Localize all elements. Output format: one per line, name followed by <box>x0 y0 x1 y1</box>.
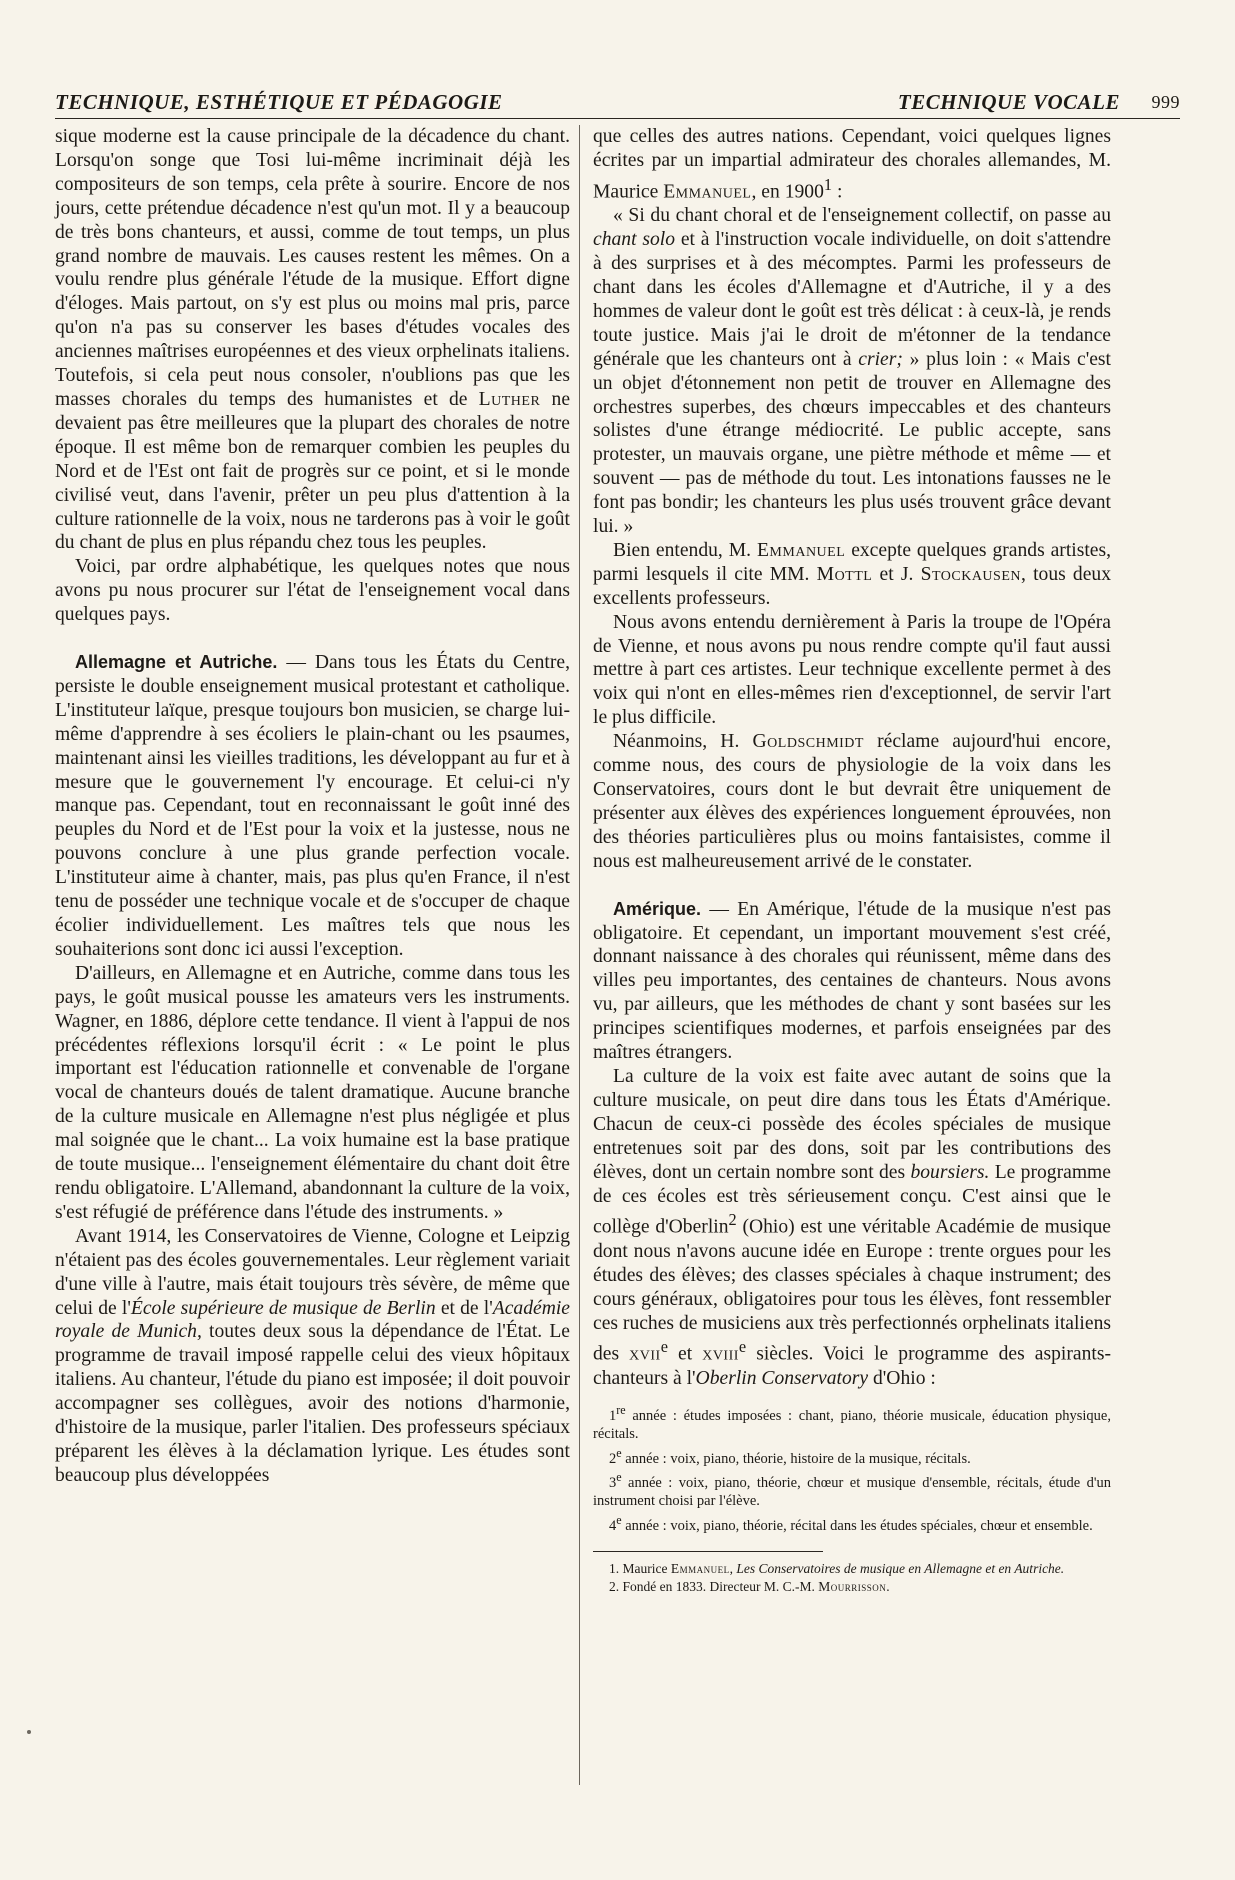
footnote: 2. Fondé en 1833. Directeur M. C.-M. Mourrisson. <box>609 1579 891 1595</box>
right-column <box>593 125 1111 1596</box>
section-allemagne: Allemagne et Autriche. — Dans tous les États du Centre, persiste le double enseignement musical protestant et catholique. L'instituteur laïque, presque toujours bon musicien, se charge lui-même d'apprendre à ses écoliers le plain-chant ou les psaumes, maintenant ainsi les vieilles traditions, les développant au fur et à mesure que le gouvernement l'y encourage. Et celui-ci n'y manque pas. Cependant, tout en reconnaissant le goût inné des peuples du Nord et de l'Est pour la voix et la justesse, nous ne pouvons conclure à une plus grande perfection vocale. L'instituteur aime à chanter, mais, pas plus qu'en France, il n'est tenu de posséder une technique vocale et de s'occuper de chaque écolier individuellement. Les maîtres tels que nous les souhaiterions sont donc ici aussi l'exception. <box>55 652 570 960</box>
paragraph: Voici, par ordre alphabétique, les quelques notes que nous avons pu nous procurer sur l'état de l'enseignement vocal dans quelques pays. <box>55 556 570 626</box>
column-divider <box>579 125 580 1785</box>
paragraph: La culture de la voix est faite avec autant de soins que la culture musicale, on peut dire dans tous les États d'Amérique. Chacun de ceux-ci possède des écoles spéciales de musique entretenues soit par des dons, soit par les contributions des élèves, dont un certain nombre sont des boursiers. Le programme de ces écoles est très sérieusement conçu. C'est ainsi que le collège d'Oberlin$^2$ (Ohio) est une véritable Académie de musique dont nous n'avons aucune idée en Europe : trente orgues pour les études des élèves; des classes spéciales à chaque instrument; des cours généraux, obligatoires pour tous les élèves, font ressembler ces ruches de musiciens aux très perfectionnés orphelinats italiens des xvii$^e$ et xviii$^e$ siècles. Voici le programme des aspirants-chanteurs à l'Oberlin Conservatory d'Ohio : <box>593 1065 1111 1389</box>
margin-dot <box>27 1730 31 1734</box>
footnotes <box>593 1560 1111 1596</box>
header-right-title: TECHNIQUE VOCALE <box>897 90 1120 114</box>
paragraph: Nous avons entendu dernièrement à Paris la troupe de l'Opéra de Vienne, et nous avons pu nous rendre compte qu'il faut aussi mettre à part ces artistes. Leur technique excellente permet à des voix qui n'ont en elles-mêmes rien d'exceptionnel, de servir l'art le plus difficile. <box>593 611 1111 729</box>
program-list <box>593 1401 1111 1535</box>
footnote-ref: 2 <box>728 1210 737 1230</box>
page-number: 999 <box>1151 92 1180 112</box>
footnote: 1. Maurice Emmanuel, Les Conservatoires de musique en Allemagne et en Autriche. <box>609 1561 1065 1577</box>
quotation: « Si du chant choral et de l'enseignement collectif, on passe au chant solo et à l'instruction vocale individuelle, on doit s'attendre à des surprises et à des mécomptes. Parmi les professeurs de chant dans les écoles d'Allemagne et d'Autriche, il y a des hommes de valeur dont le goût est très délicat : à ceux-là, je rends toute justice. Mais j'ai le droit de m'étonner de la tendance générale que les chanteurs ont à crier; » plus loin : « Mais c'est un objet d'étonnement non petit de trouver en Allemagne des orchestres superbes, des chœurs impeccables et des chanteurs solistes d'une étrange médiocrité. Le public accepte, sans protester, un mauvais organe, une piètre méthode et même — et souvent — pas de méthode du tout. Les intonations fausses ne le font pas bondir; les chanteurs les plus usés trouvent grâce devant lui. » <box>593 205 1112 538</box>
running-header <box>55 88 1180 119</box>
paragraph: sique moderne est la cause principale de la décadence du chant. Lorsqu'on songe que Tosi lui-même incriminait déjà les compositeurs de son temps, cela prête à sourire. Encore de nos jours, cette prétendue décadence n'est qu'un mot. Il y a beaucoup de très bons chanteurs, et aussi, comme de tout temps, un plus grand nombre de mauvais. Les causes restent les mêmes. On a voulu rendre plus générale l'étude de la musique. Effort digne d'éloges. Mais partout, on s'y est plus ou moins mal pris, parce qu'on n'a pas su conserver les bases d'études vocales des anciennes maîtrises européennes et des vieux orphelinats italiens. Toutefois, si cela peut nous consoler, n'oublions pas que les masses chorales du temps des humanistes et de Luther ne devaient pas être meilleures que la plupart des chorales de notre époque. Il est même bon de remarquer combien les peuples du Nord et de l'Est ont fait de progrès sur ce point, et si le monde civilisé veut, dans l'avenir, prêter un peu plus d'attention à la culture rationnelle de la voix, nous ne tarderons pas à voir le goût du chant de plus en plus répandu chez tous les peuples. <box>55 126 571 554</box>
program-item: 3e année : voix, piano, théorie, chœur et musique d'ensemble, récitals, étude d'un instrument choisi par l'élève. <box>593 1469 1111 1510</box>
section-title: Amérique. <box>613 898 702 919</box>
paragraph: D'ailleurs, en Allemagne et en Autriche, comme dans tous les pays, le goût musical pousse les amateurs vers les instruments. Wagner, en 1886, déplore cette tendance. Il vient à l'appui de nos précédentes réflexions lorsqu'il écrit : « Le point le plus important est l'éducation rationnelle et convenable de l'organe vocal de chanteurs doués de talent dramatique. Aucune branche de la culture musicale en Allemagne n'est plus négligée et plus mal soignée que le chant... La voix humaine est la base pratique de toute musique... l'enseignement élémentaire du chant doit être rendu obligatoire. L'Allemand, abandonnant la culture de la voix, s'est réfugié de préférence dans l'étude des instruments. » <box>55 962 570 1223</box>
program-item: 2e année : voix, piano, théorie, histoire de la musique, récitals. <box>609 1445 971 1467</box>
footnote-ref: 1 <box>823 174 833 194</box>
paragraph: Avant 1914, les Conservatoires de Vienne, Cologne et Leipzig n'étaient pas des écoles gouvernementales. Leur règlement variait d'une ville à l'autre, mais était toujours très sévère, de même que celui de l'École supérieure de musique de Berlin et de l'Académie royale de Munich, toutes deux sous la dépendance de l'État. Le programme de travail imposé rappelle celui des vieux hôpitaux italiens. Au chanteur, l'étude du piano est imposée; il doit pouvoir accompagner ses collègues, avoir des notions d'harmonie, d'histoire de la musique, parler l'italien. Des professeurs spéciaux préparent les élèves à la déclamation lyrique. Les études sont beaucoup plus développées <box>55 1225 570 1486</box>
paragraph: que celles des autres nations. Cependant, voici quelques lignes écrites par un impartial admirateur des chorales allemandes, M. Maurice Emmanuel, en 1900$^1$ : <box>593 126 1111 203</box>
header-left-title: TECHNIQUE, ESTHÉTIQUE ET PÉDAGOGIE <box>55 90 503 114</box>
section-amerique: Amérique. — En Amérique, l'étude de la musique n'est pas obligatoire. Et cependant, un important mouvement s'est créé, donnant naissance à des chorales qui réunissent, même dans des villes peu importantes, des centaines de chanteurs. Nous avons vu, par ailleurs, que les méthodes de chant y sont basées sur les principes scientifiques modernes, et parfois enseignées par des maîtres étrangers. <box>593 898 1111 1064</box>
footnote-rule <box>593 1551 823 1552</box>
paragraph: Néanmoins, H. Goldschmidt réclame aujourd'hui encore, comme nous, des cours de physiologie de la voix dans les Conservatoires, cours dont le but devrait être uniquement de présenter aux élèves des expériences longuement éprouvées, non des théories particulières plus ou moins fantaisistes, comme il nous est malheureusement arrivé de le constater. <box>593 731 1111 872</box>
program-item: 4e année : voix, piano, théorie, récital dans les études spéciales, chœur et ensemble. <box>609 1512 1093 1534</box>
section-title: Allemagne et Autriche. <box>75 652 278 673</box>
program-item: 1re année : études imposées : chant, piano, théorie musicale, éducation physique, récitals. <box>593 1402 1111 1443</box>
left-column <box>55 125 570 1488</box>
paragraph: Bien entendu, M. Emmanuel excepte quelques grands artistes, parmi lesquels il cite MM. Mottl et J. Stockausen, tous deux excellents professeurs. <box>593 539 1112 609</box>
